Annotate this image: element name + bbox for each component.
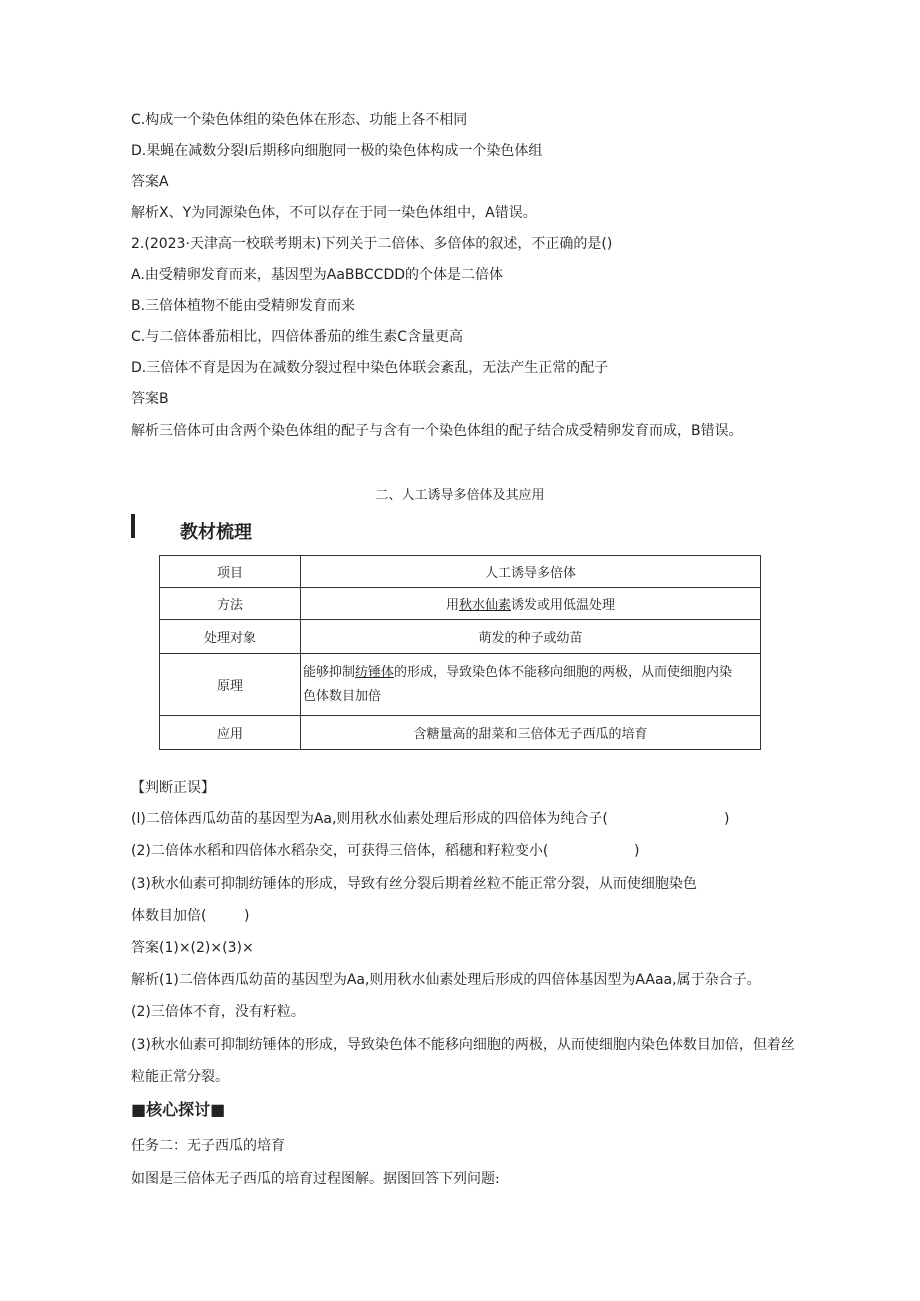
subheading: 教材梳理 — [180, 522, 252, 543]
section-bar — [131, 514, 135, 538]
q2-stem: 2.(2023·天津高一校联考期末)下列关于二倍体、多倍体的叙述，不正确的是() — [131, 236, 613, 252]
table-cell-label: 处理对象 — [160, 620, 301, 654]
table-row — [160, 654, 761, 716]
q1-answer: 答案A — [131, 174, 169, 190]
knowledge-table — [159, 555, 761, 750]
judge-analysis-1: 解析(1)二倍体西瓜幼苗的基因型为Aa,则用秋水仙素处理后形成的四倍体基因型为AAaa,属于杂合子。 — [131, 972, 761, 988]
core-intro: 如图是三倍体无子西瓜的培育过程图解。据图回答下列问题: — [131, 1171, 500, 1187]
principle-term: 纺锤体 — [355, 664, 395, 680]
principle-line2: 色体数目加倍 — [303, 688, 382, 704]
table-cell-label: 项目 — [160, 556, 301, 588]
method-term: 秋水仙素 — [458, 598, 511, 613]
table-cell-value — [301, 588, 761, 620]
table-row — [160, 716, 761, 750]
table-row — [160, 588, 761, 620]
judge-item-1-close: ) — [724, 811, 730, 827]
q2-answer: 答案B — [131, 391, 169, 407]
section-title: 二、人工诱导多倍体及其应用 — [375, 488, 545, 503]
method-prefix: 用 — [445, 598, 459, 613]
table-cell-label: 原理 — [160, 654, 301, 716]
judge-analysis-2: (2)三倍体不育，没有籽粒。 — [131, 1004, 305, 1020]
q2-option-b: B.三倍体植物不能由受精卵发育而来 — [131, 298, 356, 314]
table-cell-value: 含糖量高的甜菜和三倍体无子西瓜的培育 — [301, 716, 761, 750]
table-cell-label: 应用 — [160, 716, 301, 750]
judge-analysis-3-line2: 粒能正常分裂。 — [131, 1069, 229, 1085]
judge-item-2-close: ) — [634, 843, 640, 859]
q1-analysis: 解析X、Y为同源染色体，不可以存在于同一染色体组中，A错误。 — [131, 205, 537, 221]
judge-item-2: (2)二倍体水稻和四倍体水稻杂交，可获得三倍体，稻穗和籽粒变小( — [131, 843, 549, 859]
core-task: 任务二：无子西瓜的培育 — [131, 1138, 285, 1154]
table-row — [160, 556, 761, 588]
principle-prefix: 能够抑制 — [303, 664, 356, 680]
table-cell-value: 人工诱导多倍体 — [301, 556, 761, 588]
judge-item-3-line1: (3)秋水仙素可抑制纺锤体的形成，导致有丝分裂后期着丝粒不能正常分裂，从而使细胞染色 — [131, 876, 697, 892]
judge-item-3-line2: 体数目加倍( — [131, 908, 207, 924]
q2-option-c: C.与二倍体番茄相比，四倍体番茄的维生素C含量更高 — [131, 329, 463, 345]
table-cell-label: 方法 — [160, 588, 301, 620]
method-suffix: 诱发或用低温处理 — [511, 598, 616, 613]
judge-title: 【判断正误】 — [131, 780, 215, 796]
table-row — [160, 620, 761, 654]
q2-analysis: 解析三倍体可由含两个染色体组的配子与含有一个染色体组的配子结合成受精卵发育而成，B错误。 — [131, 423, 743, 439]
judge-analysis-3-line1: (3)秋水仙素可抑制纺锤体的形成，导致染色体不能移向细胞的两极，从而使细胞内染色体数目加倍，但着丝 — [131, 1037, 795, 1053]
q1-option-d: D.果蝇在减数分裂Ⅰ后期移向细胞同一极的染色体构成一个染色体组 — [131, 143, 543, 159]
q2-option-d: D.三倍体不育是因为在减数分裂过程中染色体联会紊乱，无法产生正常的配子 — [131, 360, 609, 376]
judge-answer: 答案(1)×(2)×(3)× — [131, 940, 254, 956]
judge-item-3-close: ) — [244, 908, 250, 924]
table-cell-value: 萌发的种子或幼苗 — [301, 620, 761, 654]
table-cell-value — [301, 654, 761, 716]
principle-suffix: 的形成，导致染色体不能移向细胞的两极，从而使细胞内染 — [394, 664, 733, 680]
judge-item-1: (l)二倍体西瓜幼苗的基因型为Aa,则用秋水仙素处理后形成的四倍体为纯合子( — [131, 811, 608, 827]
core-title: ■核心探讨■ — [131, 1100, 226, 1119]
q2-option-a: A.由受精卵发育而来，基因型为AaBBCCDD的个体是二倍体 — [131, 267, 504, 283]
q1-option-c: C.构成一个染色体组的染色体在形态、功能上各不相同 — [131, 112, 468, 128]
